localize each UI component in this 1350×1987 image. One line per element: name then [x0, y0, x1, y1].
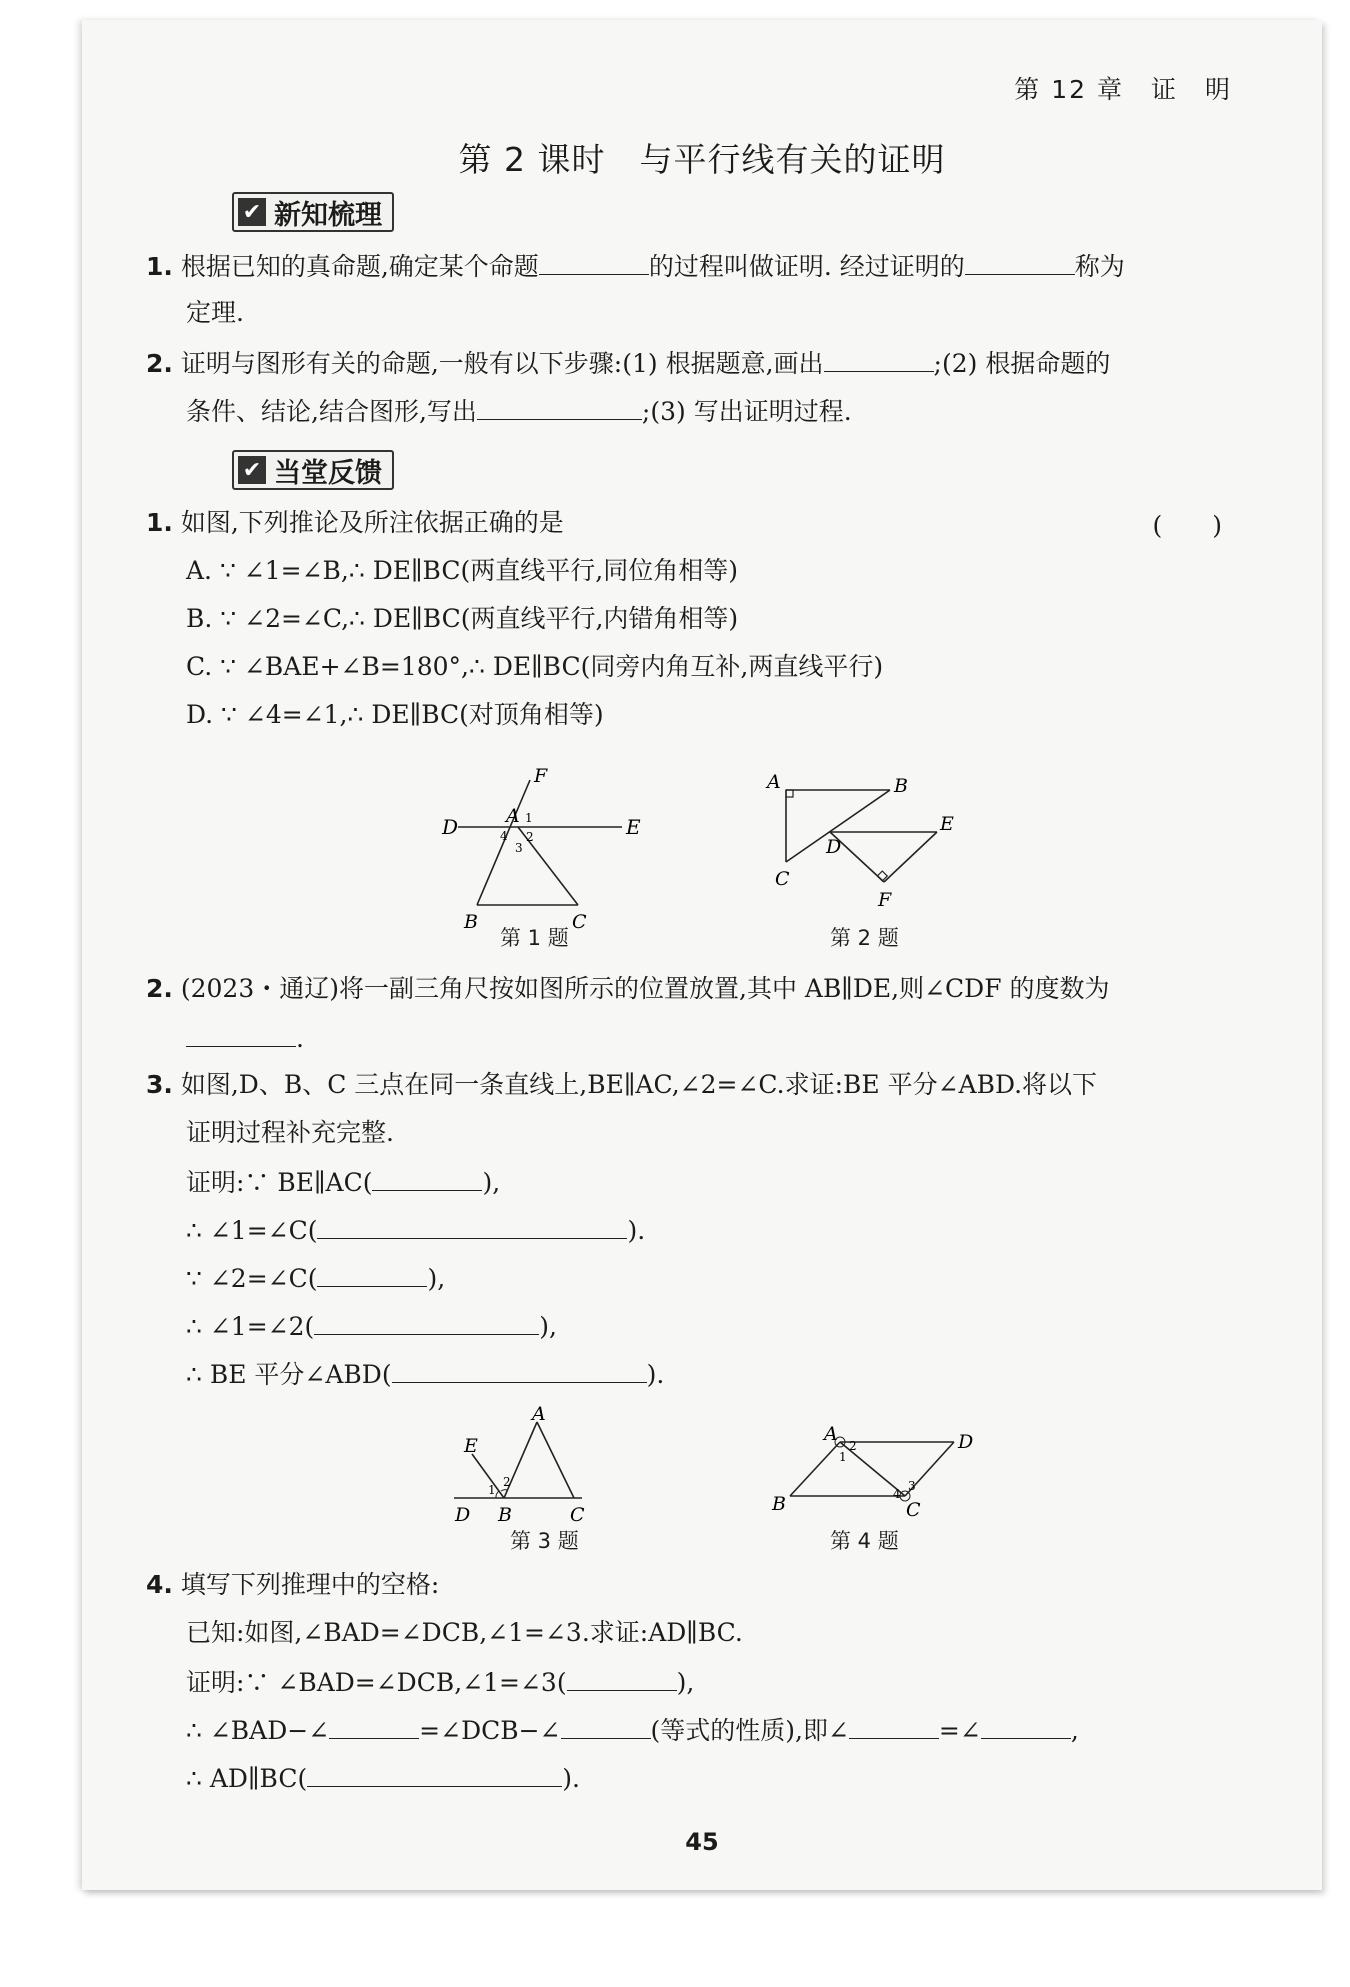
label-d: D [958, 1431, 974, 1453]
proof-step-1 [186, 1664, 694, 1700]
proof-step-4 [186, 1308, 557, 1344]
label-d: D [826, 836, 842, 858]
question-number: 3. [146, 1070, 173, 1099]
text: 证明:∵ BE∥AC( [186, 1168, 373, 1197]
page-number: 45 [685, 1828, 719, 1856]
label-b: B [894, 775, 908, 797]
proof-step-3 [186, 1760, 580, 1796]
text: . [296, 1024, 304, 1053]
knowledge-q1-line2: 定理. [186, 298, 244, 327]
angle-1: 1 [488, 1483, 496, 1497]
proof-step-2 [186, 1212, 645, 1248]
text: (等式的性质),即∠ [650, 1716, 849, 1745]
text: ), [539, 1312, 557, 1341]
answer-blank[interactable] [317, 1212, 627, 1239]
label-e: E [464, 1435, 478, 1457]
feedback-q4-given: 已知:如图,∠BAD=∠DCB,∠1=∠3.求证:AD∥BC. [186, 1618, 743, 1647]
label-b: B [498, 1504, 512, 1526]
angle-4: 4 [500, 829, 508, 843]
feedback-q3-line1 [146, 1068, 1097, 1102]
answer-blank[interactable] [307, 1760, 562, 1787]
label-c: C [906, 1499, 921, 1521]
feedback-q2-line2 [186, 1020, 304, 1056]
angle-3: 3 [515, 841, 523, 855]
text: 根据已知的真命题,确定某个命题 [180, 252, 539, 281]
text: (2023・通辽)将一副三角尺按如图所示的位置放置,其中 AB∥DE,则∠CDF 的度数为 [180, 974, 1110, 1003]
text: ∴ ∠BAD−∠ [186, 1716, 330, 1745]
proof-step-2 [186, 1712, 1079, 1748]
question-number: 1. [146, 508, 173, 537]
text: ∴ AD∥BC( [186, 1764, 308, 1793]
text: ∴ BE 平分∠ABD( [186, 1360, 392, 1389]
label-f: F [534, 765, 548, 787]
label-e: E [626, 815, 641, 839]
answer-blank[interactable] [372, 1164, 482, 1191]
label-c: C [570, 1504, 585, 1526]
figure-1-caption: 第 1 题 [500, 926, 569, 950]
angle-3: 3 [908, 1479, 916, 1493]
question-number: 2. [146, 349, 173, 378]
text: =∠DCB−∠ [419, 1716, 561, 1745]
text: ;(2) 根据命题的 [933, 349, 1111, 378]
answer-blank[interactable] [567, 1664, 677, 1691]
text: =∠ [938, 1716, 981, 1745]
label-a: A [506, 805, 520, 827]
option-a: A. ∵ ∠1=∠B,∴ DE∥BC(两直线平行,同位角相等) [186, 556, 738, 585]
angle-2: 2 [849, 1439, 857, 1453]
label-a: A [532, 1403, 546, 1425]
answer-blank[interactable] [329, 1712, 419, 1739]
proof-step-5 [186, 1356, 664, 1392]
text: ∴ ∠1=∠2( [186, 1312, 315, 1341]
section-tag-new-knowledge [232, 192, 394, 232]
check-icon: ✔ [238, 456, 266, 484]
answer-blank[interactable] [477, 393, 642, 420]
answer-blank[interactable] [317, 1260, 427, 1287]
text: ). [646, 1360, 665, 1389]
section-label: 当堂反馈 [274, 457, 382, 489]
text: 条件、结论,结合图形,写出 [186, 397, 477, 426]
lesson-title: 第 2 课时 与平行线有关的证明 [458, 140, 946, 179]
knowledge-q2-line1 [146, 345, 1110, 381]
label-d: D [442, 815, 459, 839]
label-a: A [767, 771, 781, 793]
text: 证明:∵ ∠BAD=∠DCB,∠1=∠3( [186, 1668, 567, 1697]
label-a: A [824, 1423, 838, 1445]
figure-1 [442, 760, 642, 933]
label-d: D [455, 1504, 471, 1526]
figure-2-caption: 第 2 题 [830, 926, 899, 950]
answer-blank[interactable] [965, 248, 1075, 275]
text: 填写下列推理中的空格: [180, 1570, 440, 1599]
angle-1: 1 [525, 811, 533, 825]
figure-2 [762, 760, 982, 920]
question-number: 4. [146, 1570, 173, 1599]
text: ), [427, 1264, 446, 1293]
answer-blank[interactable] [539, 248, 649, 275]
label-e: E [940, 813, 954, 835]
section-tag-class-feedback [232, 450, 394, 490]
text: ∵ ∠2=∠C( [186, 1264, 318, 1293]
answer-blank[interactable] [981, 1712, 1071, 1739]
option-b: B. ∵ ∠2=∠C,∴ DE∥BC(两直线平行,内错角相等) [186, 604, 739, 633]
section-label: 新知梳理 [274, 199, 382, 231]
answer-blank[interactable] [186, 1020, 296, 1047]
text: 如图,下列推论及所注依据正确的是 [180, 508, 564, 537]
knowledge-q1-line1 [146, 248, 1125, 284]
feedback-q3-line2: 证明过程补充完整. [186, 1118, 394, 1147]
feedback-q4-stem [146, 1568, 439, 1602]
figure-4-caption: 第 4 题 [830, 1529, 899, 1553]
text: 如图,D、B、C 三点在同一条直线上,BE∥AC,∠2=∠C.求证:BE 平分∠ABD.将以下 [180, 1070, 1098, 1099]
label-b: B [464, 911, 478, 933]
label-c: C [572, 911, 587, 933]
text: ), [676, 1668, 695, 1697]
text: ∴ ∠1=∠C( [186, 1216, 318, 1245]
text: , [1070, 1716, 1079, 1745]
textbook-page [82, 20, 1322, 1890]
text: 证明与图形有关的命题,一般有以下步骤:(1) 根据题意,画出 [180, 349, 824, 378]
feedback-q2-line1 [146, 972, 1110, 1006]
angle-1: 1 [839, 1450, 847, 1464]
figure-3 [452, 1403, 622, 1530]
figure-3-caption: 第 3 题 [510, 1529, 579, 1553]
label-b: B [772, 1493, 786, 1515]
angle-2: 2 [503, 1475, 511, 1489]
answer-paren[interactable]: ( ) [1152, 511, 1222, 540]
label-c: C [775, 868, 790, 890]
answer-blank[interactable] [392, 1356, 647, 1383]
angle-4: 4 [893, 1487, 901, 1501]
text: 的过程叫做证明. 经过证明的 [648, 252, 965, 281]
text: ). [562, 1764, 580, 1793]
option-d: D. ∵ ∠4=∠1,∴ DE∥BC(对顶角相等) [186, 700, 604, 729]
text: ;(3) 写出证明过程. [641, 397, 852, 426]
answer-blank[interactable] [849, 1712, 939, 1739]
proof-step-3 [186, 1260, 445, 1296]
figure-4 [762, 1420, 982, 1520]
question-number: 2. [146, 974, 173, 1003]
option-c: C. ∵ ∠BAE+∠B=180°,∴ DE∥BC(同旁内角互补,两直线平行) [186, 652, 884, 681]
answer-blank[interactable] [314, 1308, 539, 1335]
knowledge-q2-line2 [186, 393, 852, 429]
text: 称为 [1074, 252, 1125, 281]
angle-2: 2 [526, 830, 534, 844]
check-icon: ✔ [238, 198, 266, 226]
text: ). [627, 1216, 646, 1245]
question-number: 1. [146, 252, 173, 281]
proof-step-1 [186, 1164, 500, 1200]
text: ), [482, 1168, 501, 1197]
feedback-q1-stem [146, 506, 564, 540]
answer-blank[interactable] [824, 345, 934, 372]
answer-blank[interactable] [561, 1712, 651, 1739]
chapter-header: 第 12 章 证 明 [1014, 75, 1232, 104]
label-f: F [878, 889, 892, 911]
